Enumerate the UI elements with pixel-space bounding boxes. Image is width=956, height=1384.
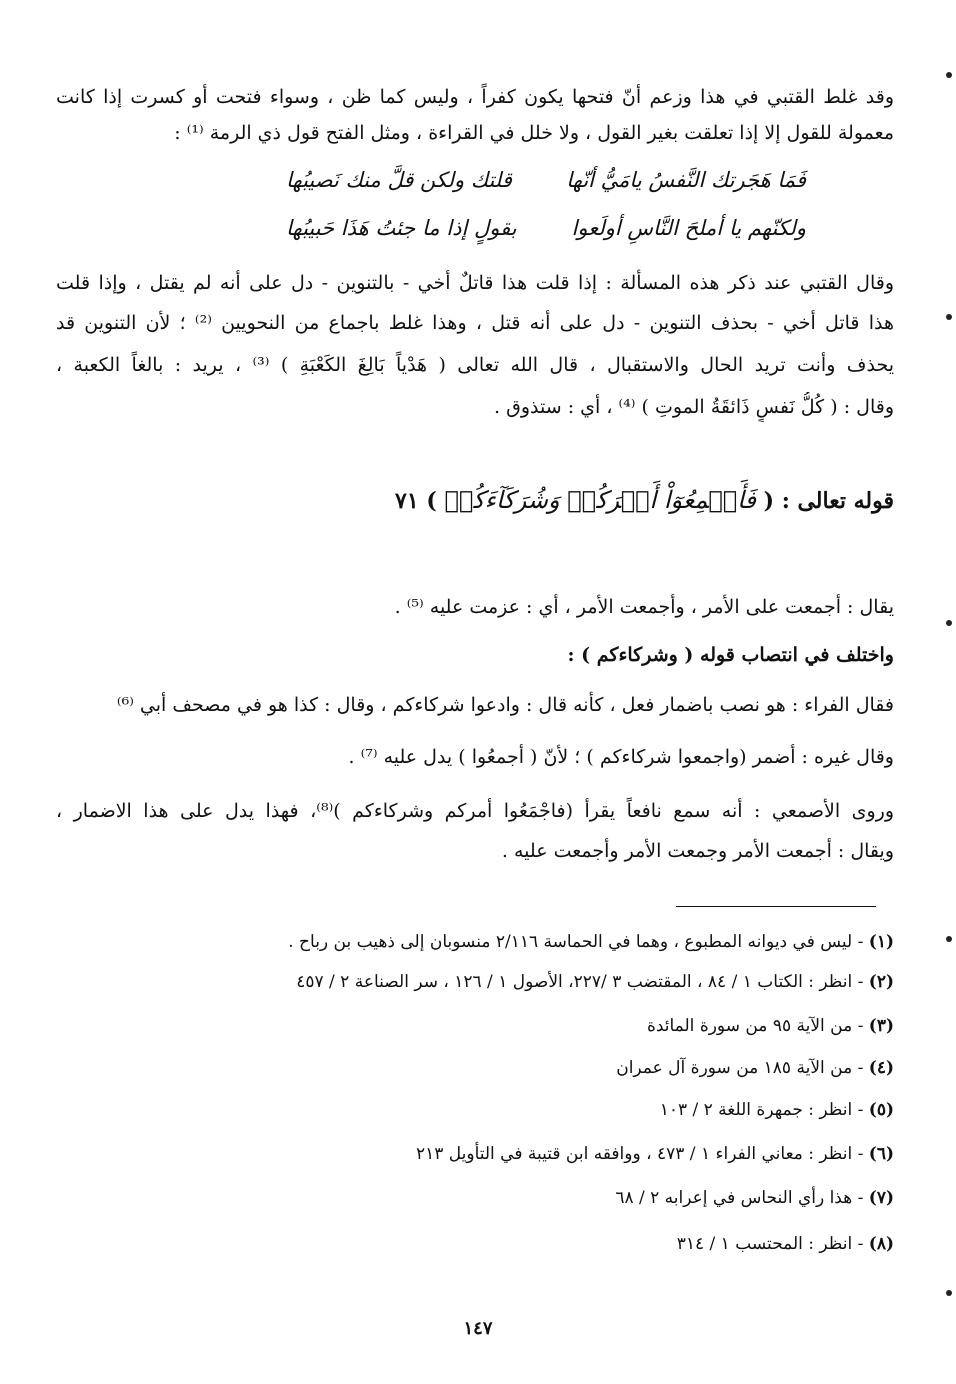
footnote-4-text: - من الآية ١٨٥ من سورة آل عمران xyxy=(616,1058,864,1078)
paragraph-2-line-3: يحذف وأنت تريد الحال والاستقبال ، قال الله تعالى ( هَدْياً بَالِغَ الكَعْبَةِ ) ⁽³⁾ ، يريد : بالغاً الكعبة ، xyxy=(56,354,894,376)
quran-verse-heading xyxy=(395,486,894,514)
poem-verse-2 xyxy=(286,216,806,256)
footnote-3-number: (٣) xyxy=(868,1016,894,1036)
scan-mark xyxy=(946,620,952,626)
paragraph-2-line-4: وقال : ( كُلُّ نَفسٍ ذَائقَةُ الموتِ ) ⁽⁴⁾ ، أي : ستذوق . xyxy=(494,396,894,418)
poem-verse-2-first-hemistich: ولكنّهم يا أملحَ النَّاسِ أولَعوا xyxy=(571,216,806,240)
paragraph-2-line-1: وقال القتبي عند ذكر هذه المسألة : إذا قلت هذا قاتلٌ أخي - بالتنوين - دل على أنه لم يقتل ، وإذا قلت xyxy=(56,272,894,294)
page-number: ١٤٧ xyxy=(463,1318,493,1339)
quran-heading-label: قوله تعالى : ( xyxy=(763,488,894,514)
quran-verse-text: فَأَجۡمِعُوٓاْ أَمۡرَكُمۡ وَشُرَكَآءَكُمۡ xyxy=(444,486,756,514)
paragraph-3-line-2: واختلف في انتصاب قوله ( وشركاءكم ) : xyxy=(567,644,894,666)
paragraph-1-line-2: معمولة للقول إلا إذا تعلقت بغير القول ، ولا خلل في القراءة ، ومثل الفتح قول ذي الرمة ⁽¹⁾ : xyxy=(174,122,894,144)
footnote-8 xyxy=(120,1230,894,1258)
footnote-2-text: - انظر : الكتاب ١ / ٨٤ ، المقتضب ٣ /٢٢٧، الأصول ١ / ١٢٦ ، سر الصناعة ٢ / ٤٥٧ xyxy=(296,972,864,992)
poem-verse-1-first-hemistich: فَمَا هَجَرتك النَّفسُ يامَيُّ أنّها xyxy=(566,168,806,192)
footnote-5 xyxy=(120,1096,894,1124)
footnote-6 xyxy=(120,1140,894,1168)
poem-verse-2-second-hemistich: بقولٍ إذا ما جئتُ هَذَا حَبيبُها xyxy=(286,216,517,240)
footnote-1-number: (١) xyxy=(868,932,894,952)
scan-mark xyxy=(946,1290,952,1296)
paragraph-3-line-1: يقال : أجمعت على الأمر ، وأجمعت الأمر ، أي : عزمت عليه ⁽⁵⁾ . xyxy=(394,596,894,618)
footnote-8-text: - انظر : المحتسب ١ / ٣١٤ xyxy=(676,1234,864,1254)
footnote-2-number: (٢) xyxy=(868,972,894,992)
footnote-3-text: - من الآية ٩٥ من سورة المائدة xyxy=(646,1016,864,1036)
paragraph-2-line-2: هذا قاتل أخي - بحذف التنوين - دل على أنه قتل ، وهذا غلط باجماع من النحويين ⁽²⁾ ؛ لأن التنوين قد xyxy=(56,312,894,334)
footnote-6-text: - انظر : معاني الفراء ١ / ٤٧٣ ، ووافقه ابن قتيبة في التأويل ٢١٣ xyxy=(415,1144,864,1164)
footnote-5-text: - انظر : جمهرة اللغة ٢ / ١٠٣ xyxy=(659,1100,864,1120)
paragraph-3-line-4: وقال غيره : أضمر (واجمعوا شركاءكم ) ؛ لأنّ ( أجمعُوا ) يدل عليه ⁽⁷⁾ . xyxy=(348,746,894,768)
footnote-7-number: (٧) xyxy=(868,1188,894,1208)
scan-mark xyxy=(946,72,952,78)
paragraph-1-line-1: وقد غلط القتبي في هذا وزعم أنّ فتحها يكون كفراً ، وليس كما ظن ، وسواء فتحت أو كسرت إذا كانت xyxy=(56,86,894,108)
paragraph-3-line-3: فقال الفراء : هو نصب باضمار فعل ، كأنه قال : وادعوا شركاءكم ، وقال : كذا هو في مصحف أبي ⁽⁶⁾ xyxy=(116,694,894,716)
scan-mark xyxy=(946,314,952,320)
footnote-7-text: - هذا رأي النحاس في إعرابه ٢ / ٦٨ xyxy=(615,1188,864,1208)
quran-verse-number: ) ٧١ xyxy=(395,488,437,514)
footnote-7 xyxy=(120,1184,894,1212)
footnote-8-number: (٨) xyxy=(868,1234,894,1254)
footnote-1 xyxy=(120,928,894,956)
poem-verse-1-second-hemistich: قلتك ولكن قلَّ منك نَصيبُها xyxy=(286,168,512,192)
footnote-6-number: (٦) xyxy=(868,1144,894,1164)
footnote-2 xyxy=(120,968,894,996)
footnote-3 xyxy=(120,1012,894,1040)
poem-verse-1 xyxy=(286,168,806,208)
paragraph-3-line-6: ويقال : أجمعت الأمر وجمعت الأمر وأجمعت عليه . xyxy=(501,840,894,862)
paragraph-3-line-5: وروى الأصمعي : أنه سمع نافعاً يقرأ (فاجْمَعُوا أمركم وشركاءكم )⁽⁸⁾، فهذا يدل على هذا الاضمار ، xyxy=(56,800,894,822)
footnote-separator xyxy=(676,906,876,907)
footnote-5-number: (٥) xyxy=(868,1100,894,1120)
footnote-1-text: - ليس في ديوانه المطبوع ، وهما في الحماسة ٢/١١٦ منسوبان إلى ذهيب بن رباح . xyxy=(288,932,864,952)
scan-mark xyxy=(946,936,952,942)
footnote-4-number: (٤) xyxy=(868,1058,894,1078)
footnote-4 xyxy=(120,1054,894,1082)
